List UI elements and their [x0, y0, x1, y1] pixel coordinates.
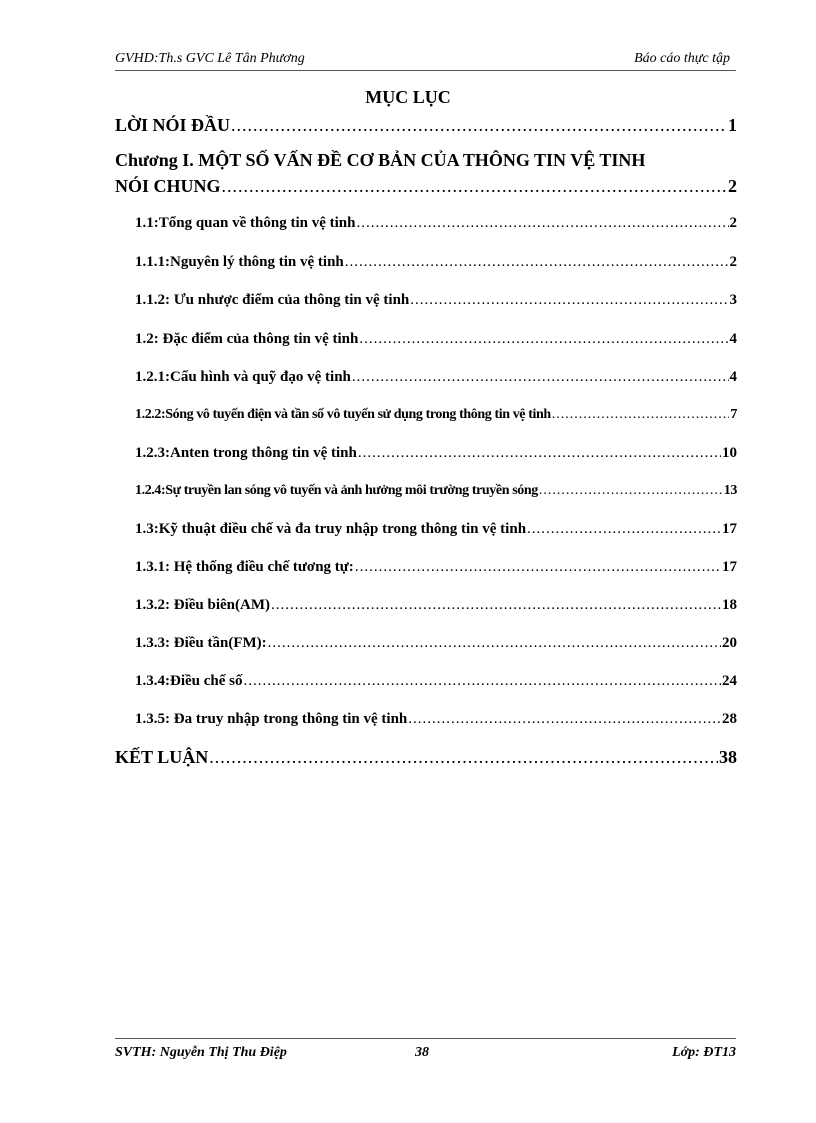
- toc-label: 1.3.1: Hệ thống điều chế tương tự:: [135, 559, 354, 575]
- toc-leader: [552, 407, 730, 423]
- toc-label: NÓI CHUNG: [115, 176, 221, 196]
- toc-label: 1.3.4:Điều chế số: [135, 673, 243, 689]
- toc-label: 1.1.1:Nguyên lý thông tin vệ tinh: [135, 254, 344, 270]
- toc-leader: [352, 369, 729, 386]
- toc-entry[interactable]: [135, 597, 737, 614]
- toc-label: 1.1:Tổng quan về thông tin vệ tinh: [135, 215, 356, 231]
- toc-label: 1.2.2:Sóng vô tuyến điện và tần số vô tuyến sử dụng trong thông tin vệ tinh: [135, 407, 551, 422]
- toc-leader: [244, 673, 722, 690]
- toc-page-number: 2: [728, 176, 737, 196]
- toc-entry[interactable]: [135, 331, 737, 348]
- page-footer: [115, 1038, 736, 1065]
- toc-page-number: 2: [729, 254, 737, 270]
- toc-label: 1.2.1:Cấu hình và quỹ đạo vệ tinh: [135, 369, 351, 385]
- toc-leader: [408, 711, 721, 728]
- toc-page-number: 24: [722, 673, 737, 689]
- toc-entry[interactable]: [135, 254, 737, 271]
- toc-leader: [355, 559, 721, 576]
- toc-entry[interactable]: [135, 445, 737, 462]
- toc-leader: [268, 635, 721, 652]
- footer-student: SVTH: Nguyễn Thị Thu Điệp: [115, 1045, 287, 1060]
- toc-page-number: 3: [729, 292, 737, 308]
- toc-entry[interactable]: [135, 215, 737, 232]
- toc-label: 1.2.3:Anten trong thông tin vệ tinh: [135, 445, 357, 461]
- toc-entry[interactable]: [135, 521, 737, 538]
- toc-page-number: 7: [730, 407, 737, 422]
- toc-label: 1.3.5: Đa truy nhập trong thông tin vệ tinh: [135, 711, 408, 727]
- toc-leader: [222, 176, 727, 197]
- toc-label: 1.2: Đặc điểm của thông tin vệ tinh: [135, 331, 359, 347]
- toc-label: 1.3.2: Điều biên(AM): [135, 597, 270, 613]
- toc-leader: [527, 521, 721, 538]
- toc-leader: [345, 254, 729, 271]
- toc-page-number: 4: [729, 369, 737, 385]
- toc-label: 1.3.3: Điều tần(FM):: [135, 635, 267, 651]
- page-header: [115, 48, 736, 71]
- toc-chapter1-line1[interactable]: Chương I. MỘT SỐ VẤN ĐỀ CƠ BẢN CỦA THÔNG TIN VỆ TINH: [115, 150, 646, 170]
- toc-entry[interactable]: [135, 407, 737, 423]
- header-supervisor: GVHD:Th.s GVC Lê Tân Phương: [115, 51, 305, 66]
- toc-leader: [539, 483, 723, 499]
- toc-entry[interactable]: [135, 292, 737, 309]
- toc-label: 1.2.4:Sự truyền lan sóng vô tuyến và ảnh hưởng môi trường truyền sóng: [135, 483, 538, 498]
- toc-page-number: 13: [723, 483, 737, 498]
- toc-page-number: 17: [722, 559, 737, 575]
- toc-entry[interactable]: [135, 483, 737, 499]
- footer-page-number: 38: [415, 1045, 429, 1060]
- toc-leader: [359, 331, 728, 348]
- footer-class: Lớp: ĐT13: [672, 1045, 736, 1060]
- toc-leader: [358, 445, 721, 462]
- toc-page-number: 17: [722, 521, 737, 537]
- toc-entry[interactable]: [135, 635, 737, 652]
- toc-entry-intro[interactable]: [115, 115, 737, 136]
- toc-label: 1.3:Kỹ thuật điều chế và đa truy nhập trong thông tin vệ tinh: [135, 521, 527, 537]
- toc-page-number: 20: [722, 635, 737, 651]
- toc-page-number: 38: [719, 747, 737, 767]
- toc-page-number: 4: [729, 331, 737, 347]
- toc-page-number: 1: [728, 115, 737, 135]
- toc-entry[interactable]: [135, 711, 737, 728]
- header-report-type: Báo cáo thực tập: [634, 51, 730, 66]
- page-title: MỤC LỤC: [365, 87, 451, 107]
- toc-leader: [231, 115, 727, 136]
- toc-entry[interactable]: [135, 369, 737, 386]
- toc-entry[interactable]: [135, 559, 737, 576]
- toc-leader: [410, 292, 728, 309]
- toc-label: KẾT LUẬN: [115, 747, 209, 767]
- toc-page-number: 18: [722, 597, 737, 613]
- toc-page-number: 2: [729, 215, 737, 231]
- toc-leader: [356, 215, 728, 232]
- toc-entry-chapter1[interactable]: [115, 176, 737, 197]
- toc-leader: [209, 747, 718, 768]
- toc-entry[interactable]: [135, 673, 737, 690]
- toc-leader: [271, 597, 721, 614]
- toc-label: 1.1.2: Ưu nhược điểm của thông tin vệ tinh: [135, 292, 410, 308]
- toc-page-number: 28: [722, 711, 737, 727]
- toc-label: LỜI NÓI ĐẦU: [115, 115, 231, 135]
- toc-entry-conclusion[interactable]: [115, 747, 737, 768]
- toc-page-number: 10: [722, 445, 737, 461]
